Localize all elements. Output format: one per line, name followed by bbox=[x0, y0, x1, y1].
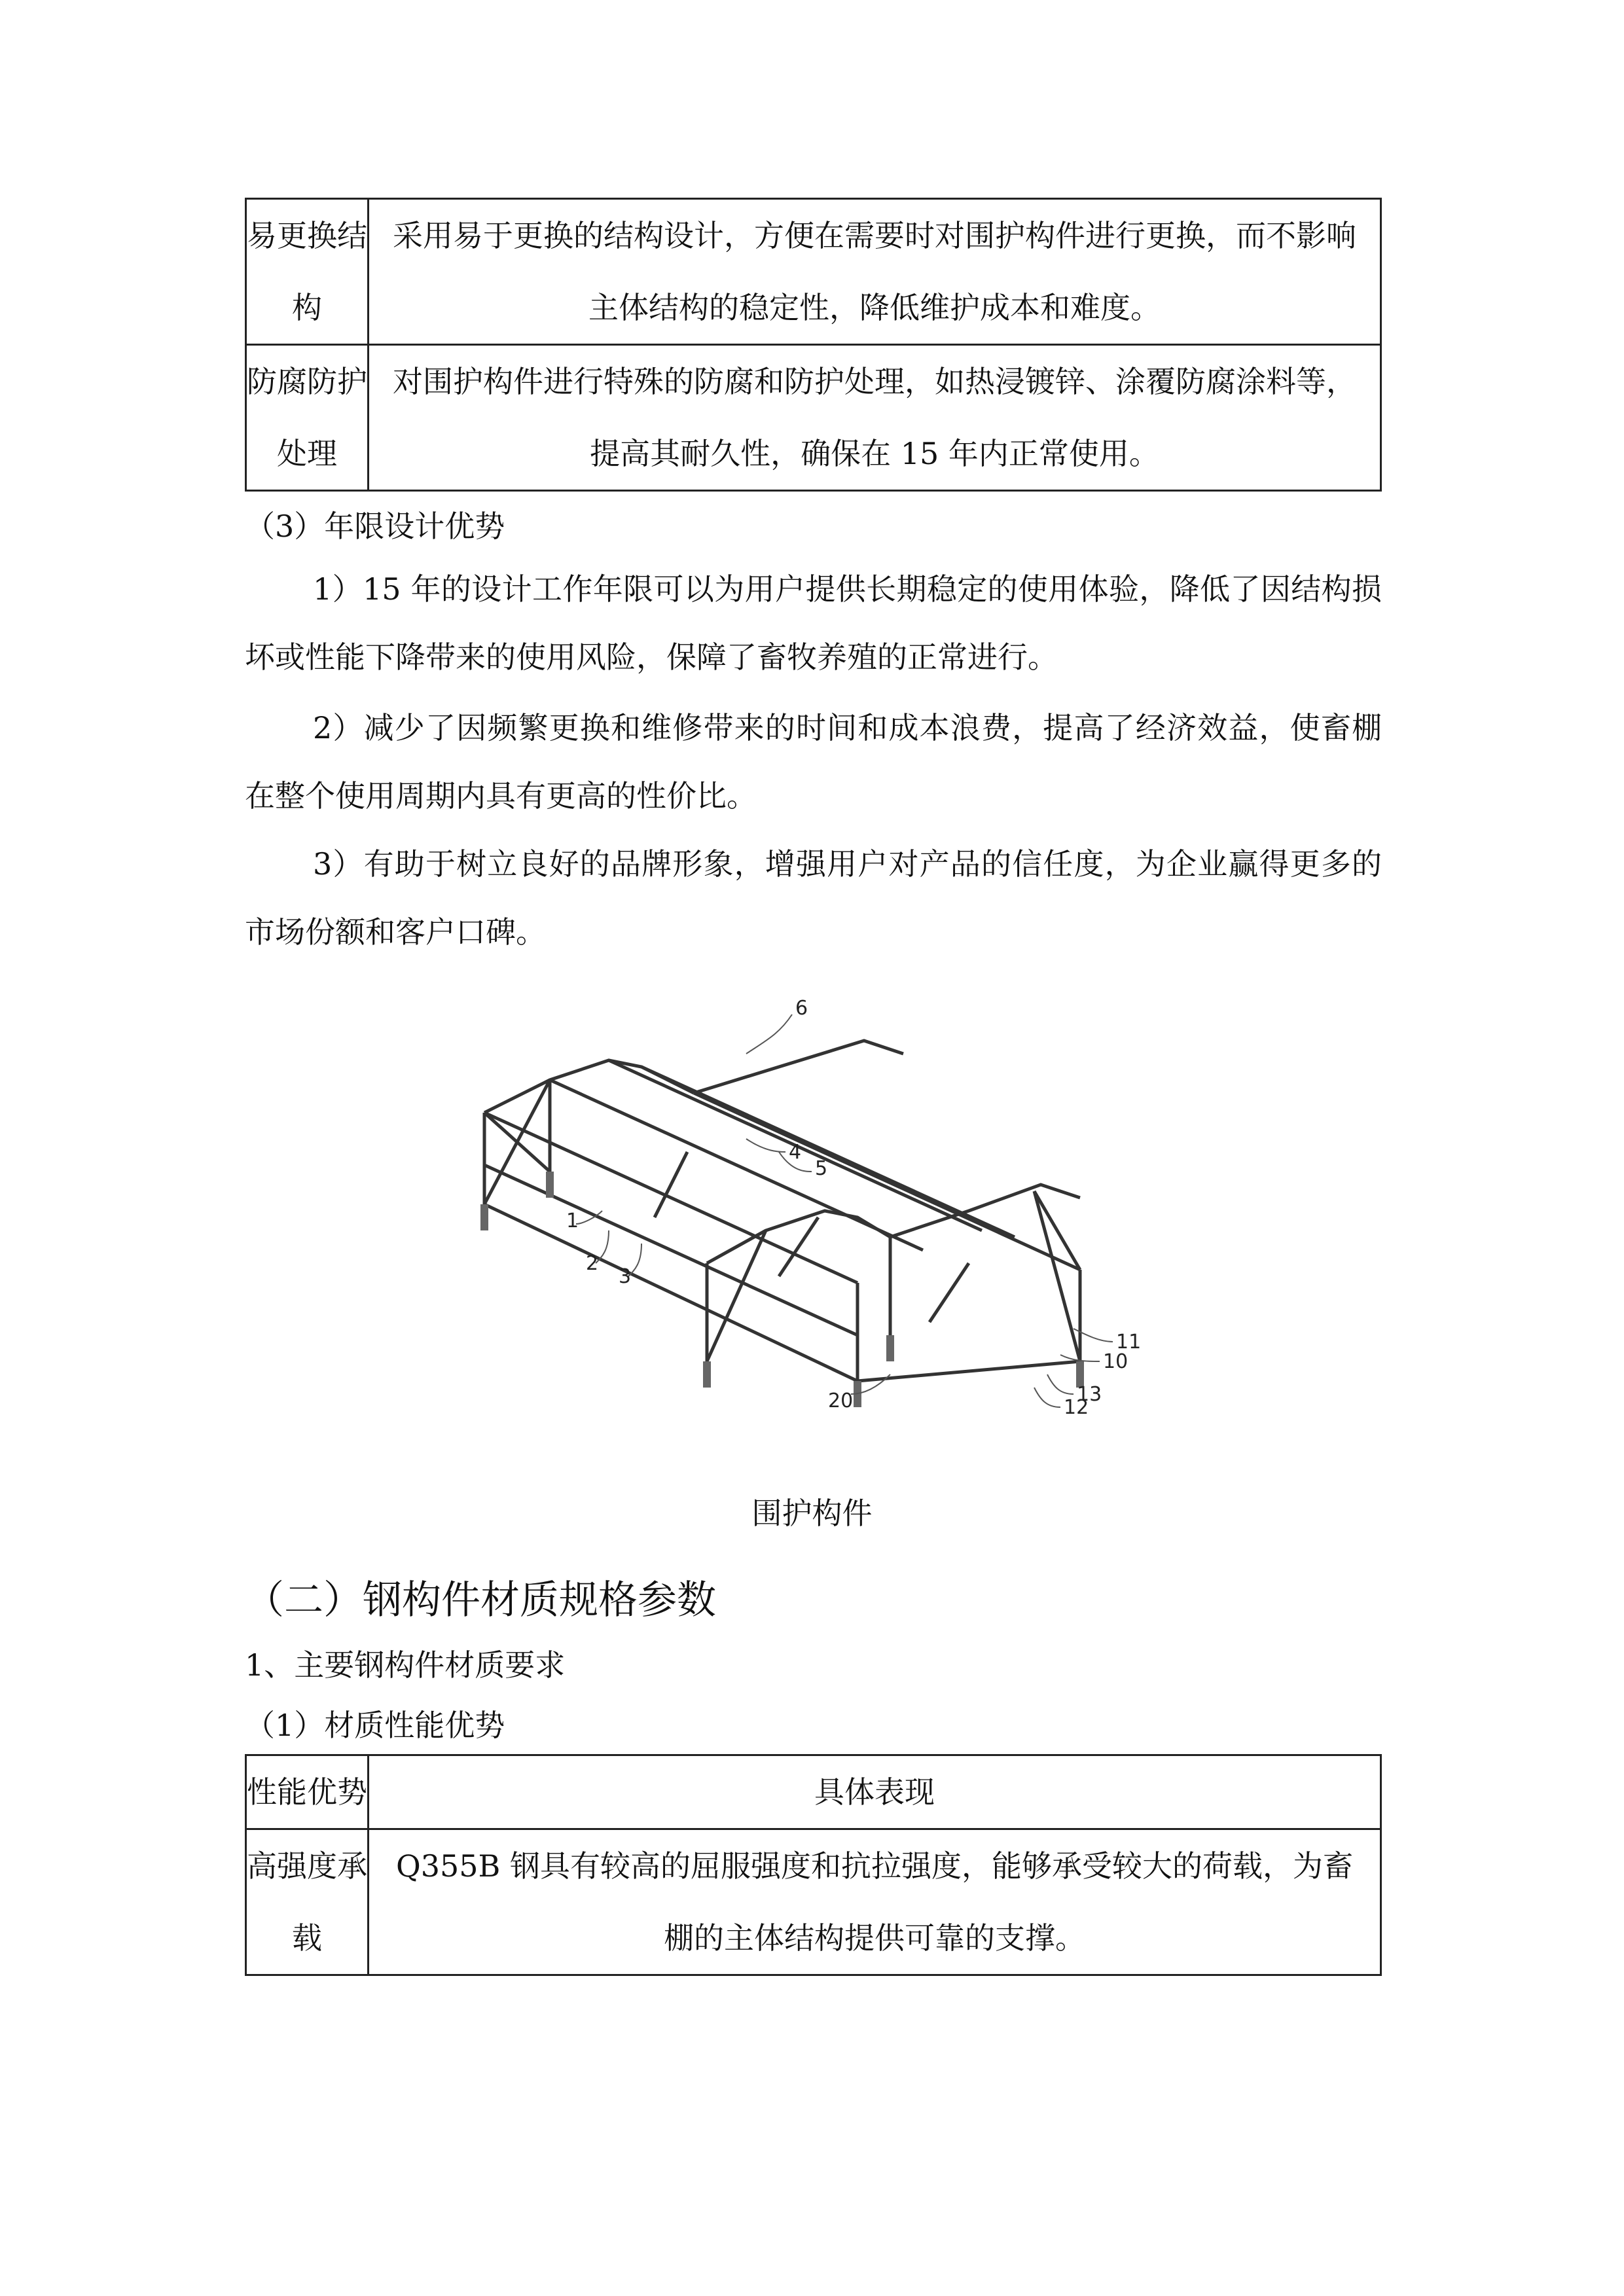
table-value-cell: 对围护构件进行特殊的防腐和防护处理，如热浸镀锌、涂覆防腐涂料等，提高其耐久性，确保在 15 年内正常使用。 bbox=[369, 345, 1381, 491]
enclosure-figure bbox=[471, 956, 1191, 1492]
figure-label: 1 bbox=[566, 1210, 579, 1232]
table-key-cell: 易更换结构 bbox=[246, 199, 369, 345]
subsection-heading-performance: （1）材质性能优势 bbox=[245, 1708, 505, 1743]
figure-label: 20 bbox=[828, 1390, 854, 1412]
figure-label: 3 bbox=[619, 1265, 632, 1288]
figure-label: 10 bbox=[1103, 1350, 1128, 1373]
figure-label: 12 bbox=[1064, 1396, 1089, 1419]
figure-caption: 围护构件 bbox=[751, 1496, 873, 1531]
table-header-row bbox=[246, 1755, 1381, 1829]
table-value-cell: Q355B 钢具有较高的屈服强度和抗拉强度，能够承受较大的荷载，为畜棚的主体结构提供可靠的支撑。 bbox=[369, 1829, 1381, 1975]
figure-label: 2 bbox=[586, 1252, 599, 1275]
paragraph-3: 3）有助于树立良好的品牌形象，增强用户对产品的信任度，为企业赢得更多的市场份额和客户口碑。 bbox=[245, 846, 1382, 950]
figure-label: 13 bbox=[1077, 1383, 1102, 1406]
table-header-key: 性能优势 bbox=[246, 1755, 369, 1829]
subsection-heading-materials: 1、主要钢构件材质要求 bbox=[245, 1647, 566, 1683]
table-key-cell: 高强度承载 bbox=[246, 1829, 369, 1975]
figure-label: 6 bbox=[795, 997, 808, 1020]
table-header-value: 具体表现 bbox=[369, 1755, 1381, 1829]
enclosure-table bbox=[245, 198, 1382, 492]
paragraph-1: 1）15 年的设计工作年限可以为用户提供长期稳定的使用体验，降低了因结构损坏或性能下降带来的使用风险，保障了畜牧养殖的正常进行。 bbox=[245, 571, 1382, 675]
section-heading-year-design: （3）年限设计优势 bbox=[245, 509, 505, 544]
table-value-cell: 采用易于更换的结构设计，方便在需要时对围护构件进行更换，而不影响主体结构的稳定性，降低维护成本和难度。 bbox=[369, 199, 1381, 345]
shed-structure-drawing bbox=[471, 956, 1191, 1492]
figure-label: 5 bbox=[815, 1157, 828, 1180]
section-heading-steel-specs: （二）钢构件材质规格参数 bbox=[245, 1577, 716, 1623]
paragraph-2: 2）减少了因频繁更换和维修带来的时间和成本浪费，提高了经济效益，使畜棚在整个使用周期内具有更高的性价比。 bbox=[245, 710, 1382, 814]
figure-label: 4 bbox=[789, 1141, 802, 1164]
table-row bbox=[246, 1829, 1381, 1975]
table-row bbox=[246, 199, 1381, 345]
table-key-cell: 防腐防护处理 bbox=[246, 345, 369, 491]
table-row bbox=[246, 345, 1381, 491]
figure-label: 11 bbox=[1116, 1331, 1142, 1354]
performance-table bbox=[245, 1754, 1382, 1976]
